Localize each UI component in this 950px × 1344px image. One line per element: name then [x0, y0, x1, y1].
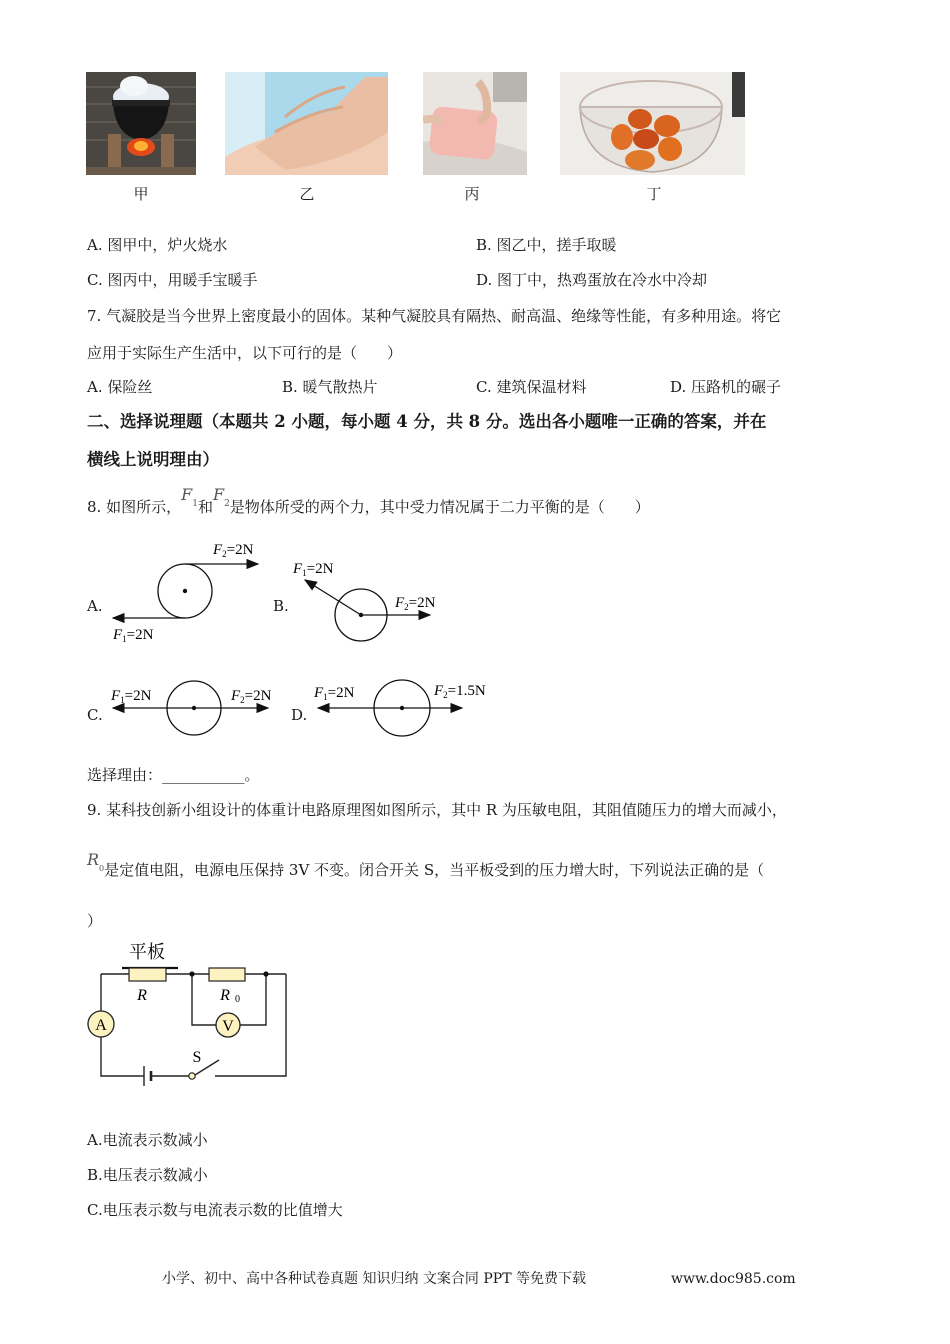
figure-jia-boiling-pot: [86, 72, 196, 175]
q9-option-c: C.电压表示数与电流表示数的比值增大: [87, 1201, 343, 1219]
q8-diagram-b-label: B.: [273, 597, 289, 615]
q8-diagram-c-label: C.: [87, 706, 103, 724]
q8-reason: [87, 765, 260, 785]
footer-text: 小学、初中、高中各种试卷真题 知识归纳 文案合同 PPT 等免费下载: [162, 1271, 586, 1287]
svg-text:F1=2N: $F_1=2N$: [113, 627, 154, 644]
q8-f2-sub: 2: [224, 499, 230, 509]
q9-line2-text: 是定值电阻，电源电压保持 3V 不变。闭合开关 S，当平板受到的压力增大时，下列说法正确的是（: [104, 861, 765, 879]
q7-stem-line1: 7. 气凝胶是当今世界上密度最小的固体。某种气凝胶具有隔热、耐高温、绝缘等性能，有多种用途。将它: [87, 307, 782, 325]
resistor-r0: [209, 968, 245, 981]
svg-text:R: R: [220, 987, 230, 1004]
q8-diagram-a-label: A.: [87, 597, 103, 615]
q7-option-b: B. 暖气散热片: [282, 378, 378, 396]
svg-text:F2=1.5N: $F_2=1.5N$: [434, 683, 486, 700]
figure-ding-eggs-bowl: [560, 72, 745, 175]
svg-text:R: R: [137, 987, 147, 1004]
svg-text:F1=2N: $F_1=2N$: [293, 561, 334, 578]
resistor-r: [129, 968, 166, 981]
q8-prefix: 8. 如图所示，: [87, 498, 182, 516]
q8-diagram-b: [285, 555, 455, 647]
q6-option-b: B. 图乙中，搓手取暖: [476, 236, 617, 254]
q9-circuit-diagram: [85, 938, 300, 1086]
q8-f1-sub: 1: [192, 499, 198, 509]
svg-text:0: 0: [235, 994, 240, 1005]
q8-diagram-d: [310, 675, 510, 745]
figure-caption: 丁: [646, 185, 662, 203]
svg-text:F2=2N: $F_2=2N$: [395, 595, 436, 612]
q6-option-c: C. 图丙中，用暖手宝暖手: [87, 271, 258, 289]
svg-text:F2=2N: $F_2=2N$: [231, 688, 272, 705]
q8-reason-label: 选择理由：: [87, 766, 163, 784]
q7-option-d: D. 压路机的碾子: [670, 378, 782, 396]
q8-suffix: 是物体所受的两个力，其中受力情况属于二力平衡的是（ ）: [229, 498, 650, 516]
q6-option-a: A. 图甲中，炉火烧水: [87, 236, 228, 254]
q8-diagram-c: [105, 675, 285, 745]
svg-text:V: V: [222, 1018, 234, 1035]
q7-stem-line2: 应用于实际生产生活中，以下可行的是（ ）: [87, 344, 403, 362]
q8-f1: F: [181, 485, 193, 504]
figure-caption: 丙: [464, 185, 480, 203]
svg-text:S: S: [192, 1049, 202, 1066]
figure-bing-hand-warmer: [423, 72, 527, 175]
q9-option-a: A.电流表示数减小: [87, 1131, 208, 1149]
q9-stem-line1: 9. 某科技创新小组设计的体重计电路原理图如图所示，其中 R 为压敏电阻，其阻值随压力的增大而减小，: [87, 801, 787, 819]
switch-icon: [189, 1073, 195, 1079]
svg-text:平板: 平板: [129, 942, 165, 962]
q9-option-b: B.电压表示数减小: [87, 1166, 208, 1184]
svg-text:F1=2N: $F_1=2N$: [314, 685, 355, 702]
svg-text:F2=2N: $F_2=2N$: [213, 542, 254, 559]
q9-r0-sub: 0: [99, 864, 105, 873]
q9-stem-line3: ）: [87, 912, 103, 930]
q8-stem: [87, 485, 650, 524]
footer-url[interactable]: www.doc985.com: [671, 1271, 796, 1287]
q6-option-d: D. 图丁中，热鸡蛋放在冷水中冷却: [476, 271, 708, 289]
q9-stem-line2: [87, 850, 765, 887]
q8-and: 和: [197, 498, 213, 516]
section-heading-line2: 横线上说明理由）: [87, 450, 219, 469]
section-heading-line1: 二、选择说理题（本题共 2 小题，每小题 4 分，共 8 分。选出各小题唯一正确的答案，并在: [87, 412, 767, 431]
q8-diagram-a: [105, 535, 270, 645]
q8-reason-end: 。: [244, 766, 260, 784]
svg-text:A: A: [95, 1017, 107, 1034]
svg-text:F1=2N: $F_1=2N$: [111, 688, 152, 705]
q9-r0: R: [87, 850, 100, 869]
q7-option-a: A. 保险丝: [87, 378, 153, 396]
figure-caption: 甲: [133, 185, 149, 203]
figure-caption: 乙: [299, 185, 315, 203]
q8-reason-blank[interactable]: ___________: [162, 766, 245, 784]
q8-f2: F: [212, 485, 225, 504]
q8-diagram-d-label: D.: [291, 706, 308, 724]
q7-option-c: C. 建筑保温材料: [476, 378, 587, 396]
figure-yi-rubbing-hands: [225, 72, 388, 175]
